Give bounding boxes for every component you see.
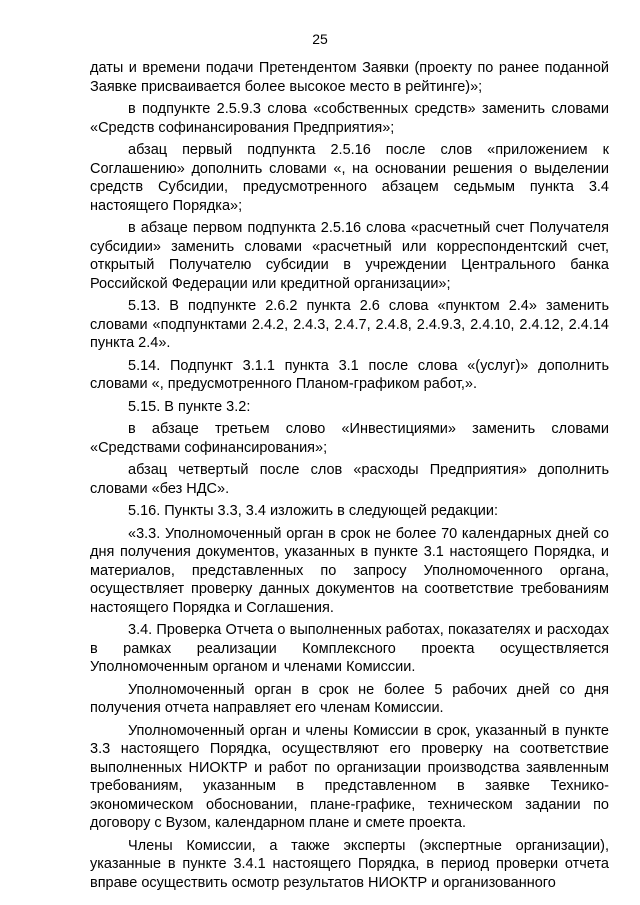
paragraph-2: в подпункте 2.5.9.3 слова «собственных средств» заменить словами «Средств софинансирования Предприятия»;	[90, 101, 609, 136]
paragraph-5: 5.13. В подпункте 2.6.2 пункта 2.6 слова «пунктом 2.4» заменить словами «подпунктами 2.4.2, 2.4.3, 2.4.7, 2.4.8, 2.4.9.3, 2.4.10, 2.4.12, 2.4.14 пункта 2.4».	[90, 298, 609, 351]
paragraph-6: 5.14. Подпункт 3.1.1 пункта 3.1 после слова «(услуг)» дополнить словами «, предусмотренного Планом-графиком работ,».	[90, 357, 609, 392]
paragraph-1: даты и времени подачи Претендентом Заявки (проекту по ранее поданной Заявке присваивается более высокое место в рейтинге)»;	[90, 60, 609, 95]
paragraph-3: абзац первый подпункта 2.5.16 после слов «приложением к Соглашению» дополнить словами «, на основании решения о выделении средств Субсидии, предусмотренного абзацем седьмым пункта 3.4 настоящего Порядка»;	[90, 142, 609, 214]
paragraph-4: в абзаце первом подпункта 2.5.16 слова «расчетный счет Получателя субсидии» заменить словами «расчетный или корреспондентский счет, открытый Получателю субсидии в учреждении Центрального банка Российской Федерации или кредитной организации»;	[90, 220, 609, 292]
paragraph-8: в абзаце третьем слово «Инвестициями» заменить словами «Средствами софинансирования»;	[90, 421, 609, 456]
document-body	[90, 59, 609, 896]
paragraph-7: 5.15. В пункте 3.2:	[128, 398, 251, 415]
paragraph-10: 5.16. Пункты 3.3, 3.4 изложить в следующей редакции:	[128, 503, 499, 519]
paragraph-11: «3.3. Уполномоченный орган в срок не более 70 календарных дней со дня получения документов, указанных в пункте 3.1 настоящего Порядка, и материалов, представленных по запросу Уполномоченного органа, осуществляет проверку данных документов на соответствие требованиям настоящего Порядка и Соглашения.	[90, 525, 609, 616]
paragraph-12: 3.4. Проверка Отчета о выполненных работах, показателях и расходах в рамках реализации Комплексного проекта осуществляется Уполномоченным органом и членами Комиссии.	[90, 622, 609, 675]
paragraph-9: абзац четвертый после слов «расходы Предприятия» дополнить словами «без НДС».	[90, 462, 609, 497]
paragraph-14: Уполномоченный орган и члены Комиссии в срок, указанный в пункте 3.3 настоящего Порядка, осуществляют его проверку на соответствие выполненных НИОКТР и работ по организации производства заявленным требованиям, указанным в представленном в заявке Технико-экономическом обосновании, плане-графике, техническом задании по договору с Вузом, календарном плане и смете проекта.	[90, 722, 609, 831]
paragraph-13: Уполномоченный орган в срок не более 5 рабочих дней со дня получения отчета направляет его членам Комиссии.	[90, 681, 609, 716]
paragraph-15: Члены Комиссии, а также эксперты (экспертные организации), указанные в пункте 3.4.1 настоящего Порядка, в период проверки отчета вправе осуществить осмотр результатов НИОКТР и организованного	[90, 837, 609, 891]
page-number: 25	[312, 31, 328, 47]
